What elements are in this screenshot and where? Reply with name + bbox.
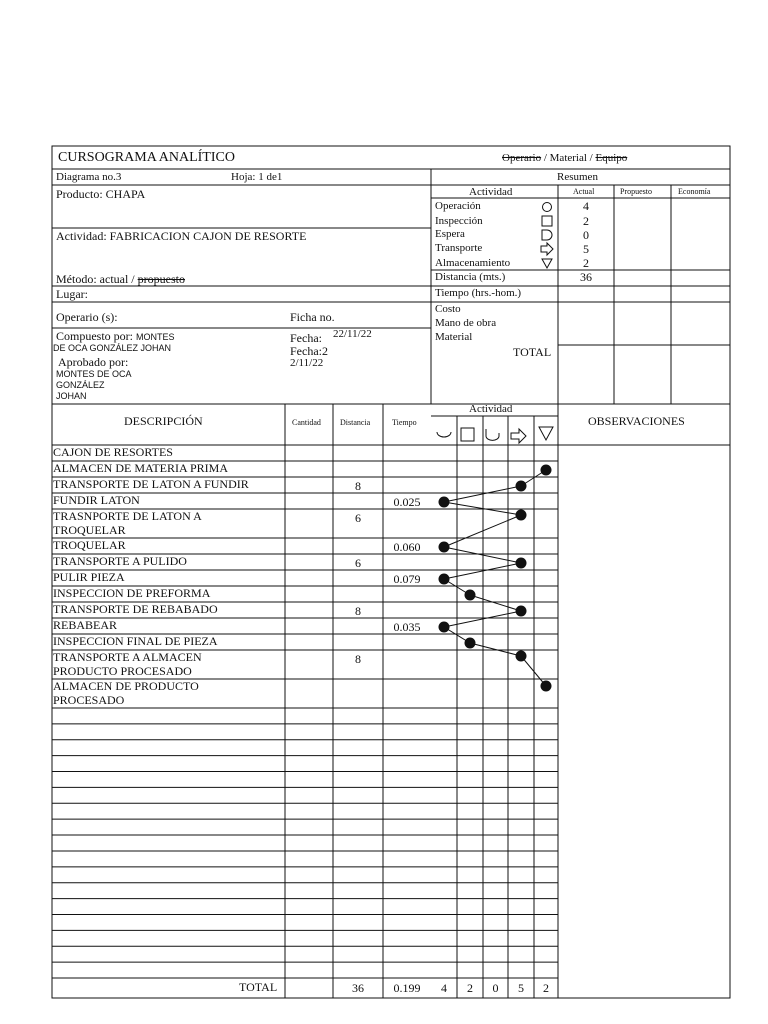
row-description: PROCESADO (53, 693, 125, 707)
col-description: DESCRIPCIÓN (124, 414, 203, 428)
summary-actual-storage: 2 (583, 256, 589, 270)
flow-step-dot (439, 622, 450, 633)
approved-by-name-2: GONZÁLEZ (56, 380, 105, 390)
row-description: TRASNPORTE DE LATON A (53, 509, 202, 523)
method-proposed-struck: propuesto (137, 272, 185, 286)
row-description: INSPECCION DE PREFORMA (53, 586, 211, 600)
d-shape-icon (542, 230, 552, 240)
date-label-2: Fecha:2 (290, 344, 328, 358)
summary-actual-inspection: 2 (583, 214, 589, 228)
flow-step-dot (465, 638, 476, 649)
flow-step-dot (439, 542, 450, 553)
summary-header: Resumen (557, 171, 598, 183)
approved-by-name-3: JOHAN (56, 391, 87, 401)
flow-connector-line (470, 595, 521, 611)
col-activity: Actividad (469, 403, 513, 415)
summary-actual-wait: 0 (583, 228, 589, 242)
sheet-number: Hoja: 1 de1 (231, 171, 283, 183)
composed-by-label (56, 330, 175, 342)
row-description: TROQUELAR (53, 523, 126, 537)
date-value-2: 2/11/22 (290, 357, 324, 369)
composed-by-prefix: Compuesto por: (56, 329, 136, 343)
row-description: INSPECCION FINAL DE PIEZA (53, 634, 218, 648)
flow-step-dot (516, 606, 527, 617)
summary-actual-operation: 4 (583, 199, 589, 213)
operation-header-icon (437, 432, 451, 437)
total-inspection-count: 2 (467, 981, 473, 995)
summary-cost-label: Costo (435, 303, 461, 315)
row-distance: 8 (355, 604, 361, 618)
place-label: Lugar: (56, 287, 88, 301)
approved-by-label: Aprobado por: (58, 355, 129, 369)
subject-selector (502, 153, 627, 164)
total-time: 0.199 (393, 981, 421, 995)
square-icon (542, 216, 552, 226)
subject-equipment-struck: Equipo (595, 152, 628, 164)
flow-step-dot (516, 651, 527, 662)
row-description: PULIR PIEZA (53, 570, 125, 584)
summary-row-inspection: Inspección (435, 215, 483, 227)
summary-row-operation: Operación (435, 200, 481, 212)
summary-activity-header: Actividad (469, 186, 513, 198)
row-description: ALMACEN DE PRODUCTO (53, 679, 199, 693)
date-label-1: Fecha: (290, 331, 322, 345)
row-description: FUNDIR LATON (53, 493, 140, 507)
flow-step-dot (439, 574, 450, 585)
wait-header-icon (486, 429, 499, 440)
subject-operator-struck: Operario (502, 152, 542, 164)
activity-label: Actividad: FABRICACION CAJON DE RESORTE (56, 229, 307, 243)
summary-material-label: Material (435, 331, 473, 343)
row-description: TRANSPORTE A ALMACEN (53, 650, 202, 664)
method-actual: Método: actual / (56, 272, 138, 286)
row-distance: 6 (355, 556, 361, 570)
row-distance: 6 (355, 511, 361, 525)
date-value-1: 22/11/22 (333, 328, 372, 340)
flow-step-dot (465, 590, 476, 601)
summary-total-label: TOTAL (513, 345, 552, 359)
flow-step-dot (516, 558, 527, 569)
row-description: REBABEAR (53, 618, 118, 632)
col-time: Tiempo (392, 418, 417, 427)
row-time: 0.060 (393, 540, 421, 554)
subject-material: / Material / (541, 152, 596, 164)
total-operation-count: 4 (441, 981, 447, 995)
circle-icon (543, 203, 552, 212)
summary-row-transport: Transporte (435, 242, 483, 254)
row-description: ALMACEN DE MATERIA PRIMA (53, 461, 229, 475)
summary-row-storage: Almacenamiento (435, 257, 511, 269)
row-description: TRANSPORTE A PULIDO (53, 554, 187, 568)
flow-step-dot (541, 681, 552, 692)
flow-step-dot (516, 481, 527, 492)
composed-by-name-1: MONTES (136, 332, 175, 342)
storage-header-icon (539, 427, 553, 440)
summary-distance-label: Distancia (mts.) (435, 271, 506, 283)
operator-label: Operario (s): (56, 310, 118, 324)
approved-by-name-1: MONTES DE OCA (56, 369, 132, 379)
row-time: 0.025 (393, 495, 421, 509)
summary-time-label: Tiempo (hrs.-hom.) (435, 287, 522, 299)
col-observations: OBSERVACIONES (588, 414, 685, 428)
col-quantity: Cantidad (292, 418, 321, 427)
row-time: 0.079 (393, 572, 421, 586)
row-description: PRODUCTO PROCESADO (53, 664, 192, 678)
flow-step-dot (516, 510, 527, 521)
diagram-number: Diagrama no.3 (56, 171, 122, 183)
flow-step-dot (439, 497, 450, 508)
triangle-down-icon (542, 259, 552, 268)
total-wait-count: 0 (492, 981, 499, 995)
summary-labor-label: Mano de obra (435, 317, 497, 329)
summary-col-economy: Economía (678, 187, 711, 196)
form-title: CURSOGRAMA ANALÍTICO (58, 150, 235, 165)
summary-distance-value: 36 (580, 270, 592, 284)
transport-header-icon (511, 429, 526, 443)
row-distance: 8 (355, 479, 361, 493)
inspection-header-icon (461, 428, 474, 441)
product-label: Producto: CHAPA (56, 187, 146, 201)
arrow-right-icon (541, 243, 553, 255)
flow-step-dot (541, 465, 552, 476)
row-description: TRANSPORTE DE LATON A FUNDIR (53, 477, 249, 491)
composed-by-name-2: DE OCA GONZÁLEZ JOHAN (53, 343, 172, 353)
row-description: CAJON DE RESORTES (53, 445, 173, 459)
method-label (56, 273, 185, 285)
col-distance: Distancia (340, 418, 371, 427)
total-distance: 36 (352, 981, 364, 995)
total-storage-count: 2 (543, 981, 549, 995)
summary-col-actual: Actual (573, 187, 595, 196)
total-transport-count: 5 (518, 981, 524, 995)
row-distance: 8 (355, 652, 361, 666)
row-time: 0.035 (393, 620, 421, 634)
row-description: TRANSPORTE DE REBABADO (53, 602, 218, 616)
summary-row-wait: Espera (435, 228, 465, 240)
summary-col-proposed: Propuesto (620, 187, 652, 196)
total-label: TOTAL (239, 980, 278, 994)
row-description: TROQUELAR (53, 538, 126, 552)
summary-actual-transport: 5 (583, 242, 589, 256)
file-label: Ficha no. (290, 310, 335, 324)
